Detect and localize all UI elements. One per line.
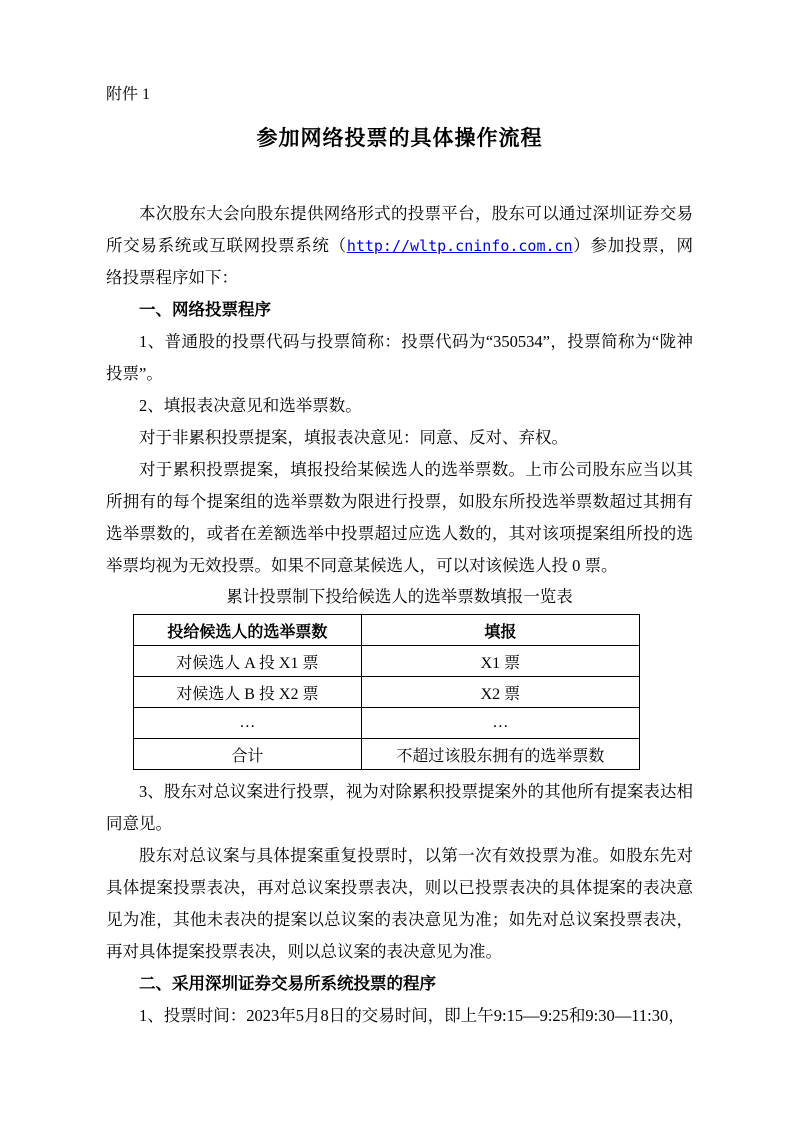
- vote-table-caption: 累计投票制下投给候选人的选举票数填报一览表: [226, 587, 573, 606]
- table-cell-candidate-a-fill: X1 票: [361, 646, 639, 677]
- section2-paragraph-1: 1、投票时间：2023年5月8日的交易时间，即上午9:15—9:25和9:30—11:30，: [139, 1006, 685, 1025]
- intro-text-after-link: ）参加投票，网络投票程序如下：: [106, 236, 694, 287]
- attachment-label: 附件 1: [106, 86, 151, 103]
- page-title: 参加网络投票的具体操作流程: [256, 127, 543, 150]
- section1-paragraph-3: 对于非累积投票提案，填报表决意见：同意、反对、弃权。: [139, 428, 568, 447]
- table-row: [134, 708, 640, 739]
- section1-paragraph-2: 2、填报表决意见和选举票数。: [139, 396, 362, 415]
- intro-text-before-link: 本次股东大会向股东提供网络形式的投票平台，股东可以通过深圳证券交易所交易系统或互联网投票系统（: [106, 204, 693, 255]
- section2-heading: 二、采用深圳证券交易所系统投票的程序: [139, 975, 436, 993]
- section1-paragraph-6: 股东对总议案与具体提案重复投票时，以第一次有效投票为准。如股东先对具体提案投票表决，再对总议案投票表决，则以已投票表决的具体提案的表决意见为准，其他未表决的提案以总议案的表决意见为准；如先对总议案投票表决，再对具体提案投票表决，则以总议案的表决意见为准。: [106, 846, 693, 961]
- table-cell-candidate-b: 对候选人 B 投 X2 票: [134, 677, 362, 708]
- table-cell-total: 合计: [134, 739, 362, 770]
- section1-paragraph-1: 1、普通股的投票代码与投票简称：投票代码为“350534”，投票简称为“陇神投票”。: [106, 332, 693, 383]
- table-row: [134, 646, 640, 677]
- vote-fill-table: [133, 614, 640, 770]
- table-header-fill: 填报: [361, 615, 639, 646]
- table-row: [134, 739, 640, 770]
- section1-paragraph-4: 对于累积投票提案，填报投给某候选人的选举票数。上市公司股东应当以其所拥有的每个提案组的选举票数为限进行投票，如股东所投选举票数超过其拥有选举票数的，或者在差额选举中投票超过应选人数的，其对该项提案组所投的选举票均视为无效投票。如果不同意某候选人，可以对该候选人投 0 票。: [106, 460, 693, 575]
- voting-system-link[interactable]: http://wltp.cninfo.com.cn: [346, 237, 573, 255]
- section1-heading: 一、网络投票程序: [139, 301, 271, 319]
- table-cell-candidate-b-fill: X2 票: [361, 677, 639, 708]
- table-cell-total-fill: 不超过该股东拥有的选举票数: [361, 739, 639, 770]
- table-header-votes: 投给候选人的选举票数: [134, 615, 362, 646]
- intro-paragraph: [106, 198, 693, 294]
- section1-paragraph-5: 3、股东对总议案进行投票，视为对除累积投票提案外的其他所有提案表达相同意见。: [106, 782, 693, 833]
- table-cell-candidate-a: 对候选人 A 投 X1 票: [134, 646, 362, 677]
- table-cell-ellipsis: …: [134, 708, 362, 739]
- table-cell-ellipsis-fill: …: [361, 708, 639, 739]
- table-row: [134, 677, 640, 708]
- table-header-row: [134, 615, 640, 646]
